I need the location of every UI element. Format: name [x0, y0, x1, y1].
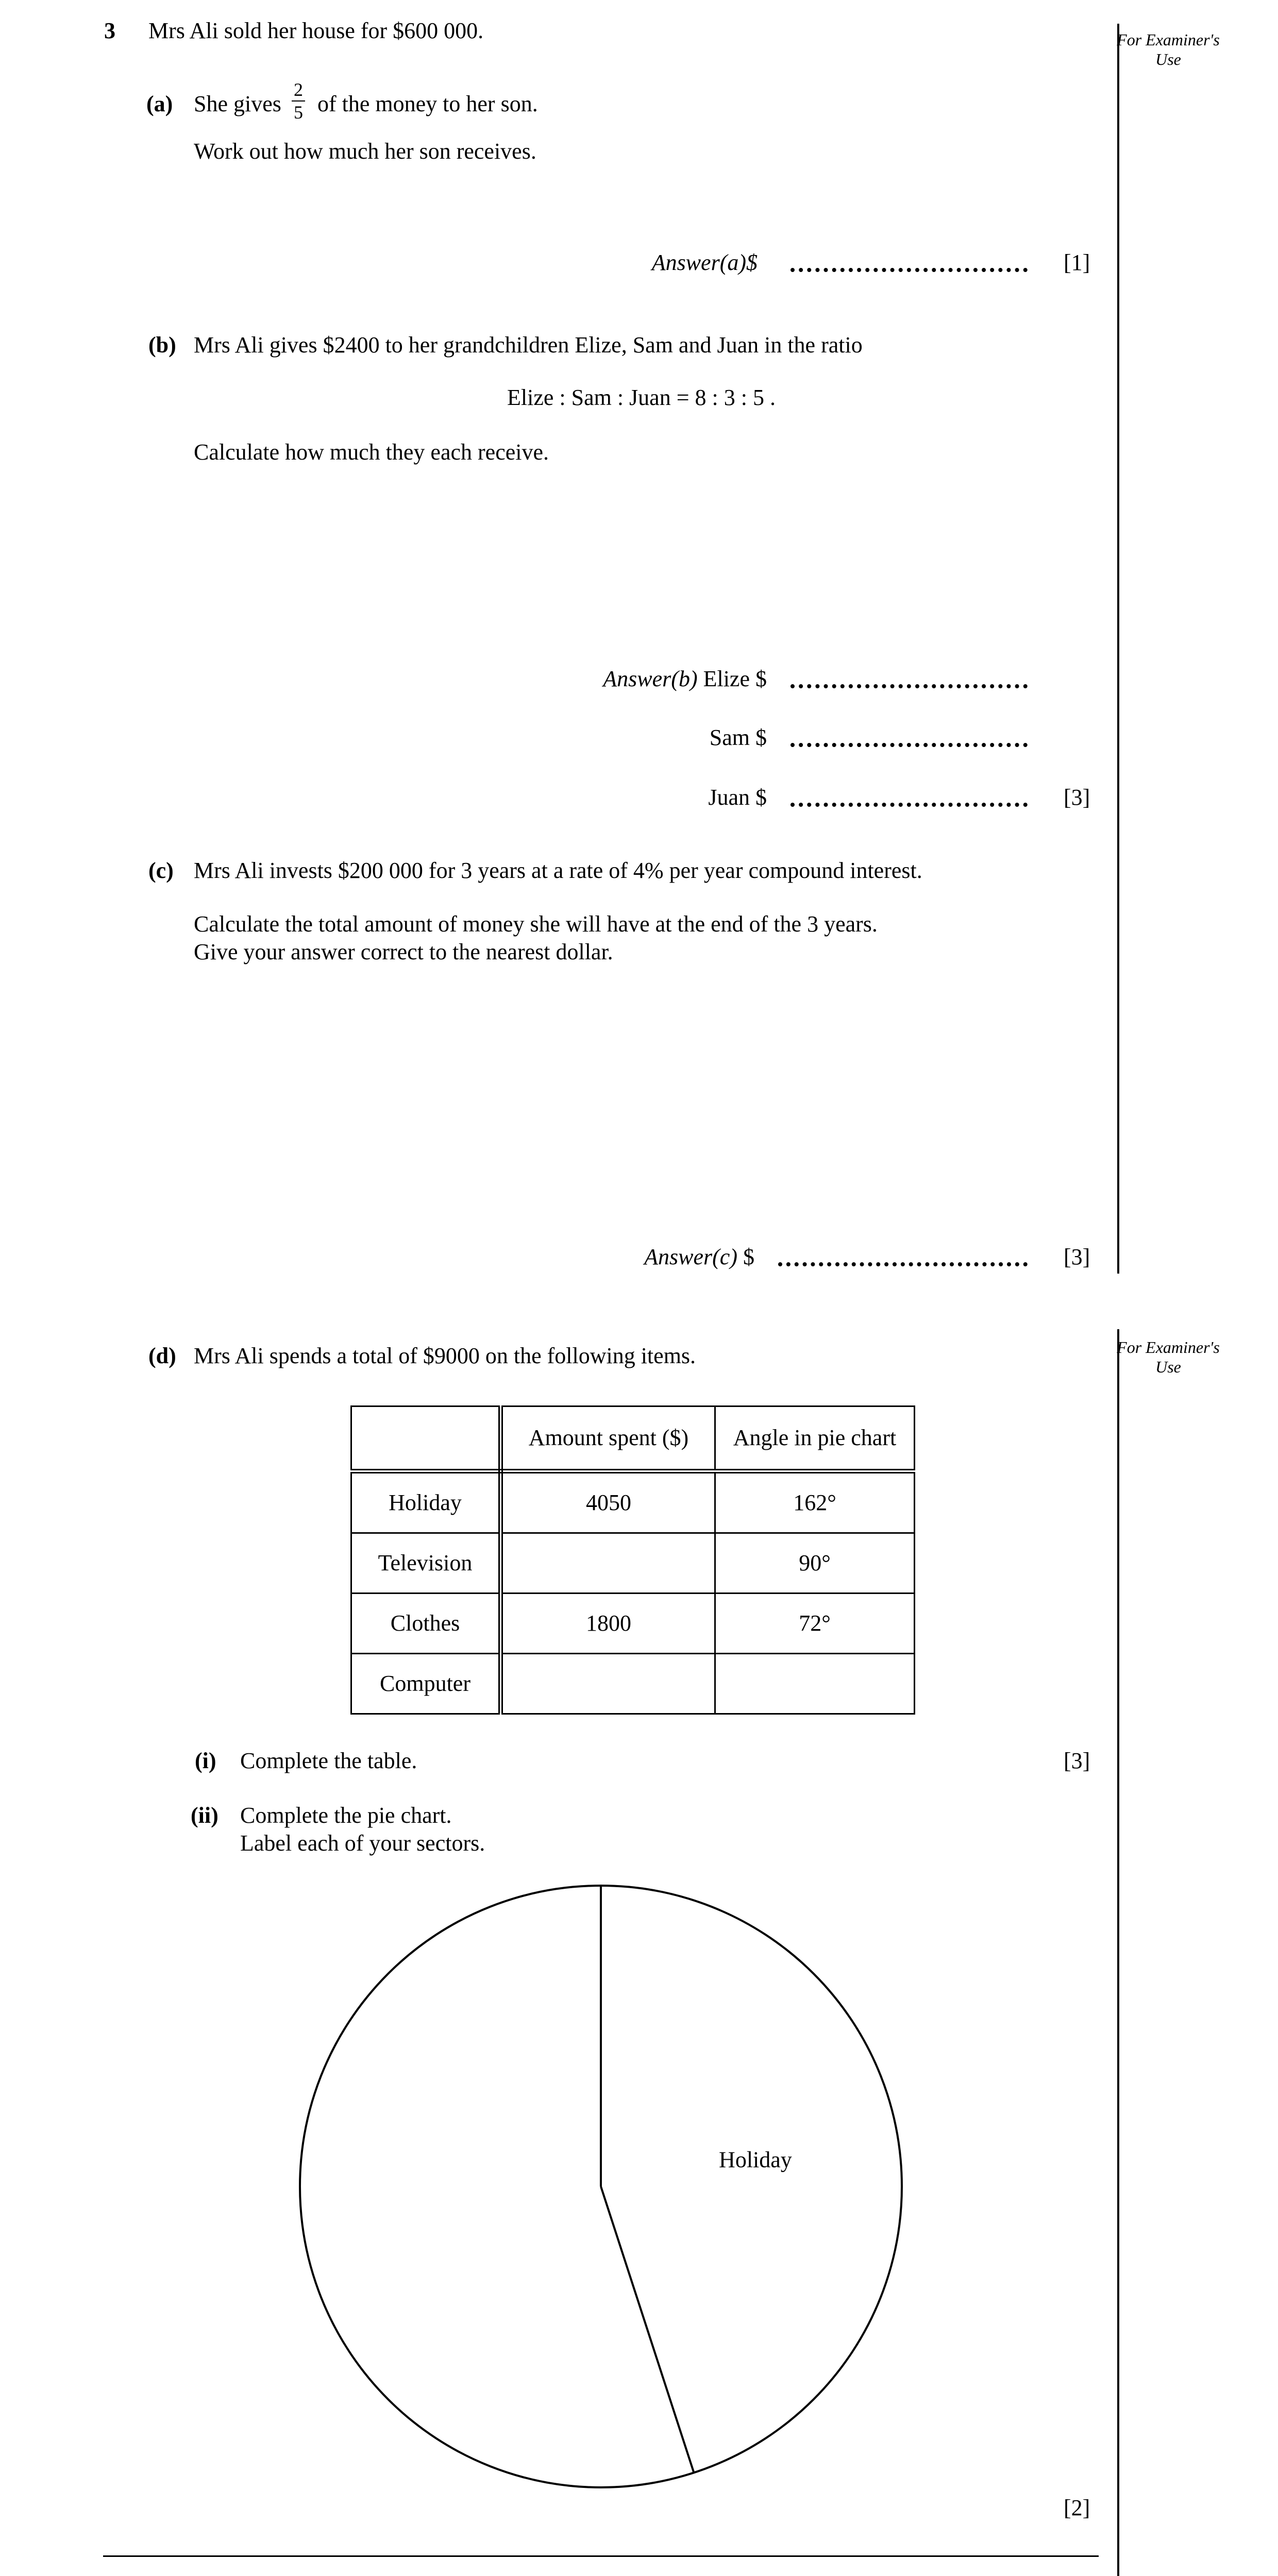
- pie-radius: [601, 2187, 694, 2472]
- fraction-bar: [292, 100, 305, 101]
- part-a-text-after: of the money to her son.: [317, 91, 538, 116]
- table-cell-angle[interactable]: [715, 1654, 915, 1714]
- part-c-label: (c): [148, 858, 174, 883]
- spending-table: [350, 1405, 915, 1715]
- answer-a-label: Answer(a)$: [651, 250, 758, 275]
- examiner-column-rule-top: [1117, 24, 1119, 1274]
- table-cell-item: Television: [351, 1533, 501, 1594]
- pie-chart[interactable]: [0, 1865, 1278, 2545]
- part-d-ii-line2: Label each of your sectors.: [240, 1831, 485, 1856]
- part-b-line2: Calculate how much they each receive.: [194, 439, 549, 465]
- answer-c-prefix: Answer(c): [644, 1244, 737, 1269]
- part-a-label: (a): [146, 91, 173, 116]
- fraction-numerator: 2: [294, 79, 303, 100]
- part-b-label: (b): [148, 332, 176, 358]
- table-cell-amount[interactable]: [501, 1654, 715, 1714]
- part-c-line2: Calculate the total amount of money she will have at the end of the 3 years.: [194, 911, 878, 937]
- part-a-fraction: [292, 79, 305, 123]
- examiner-use-label-top: For Examiner's Use: [1117, 30, 1220, 69]
- part-d-ii-line1: Complete the pie chart.: [240, 1803, 452, 1828]
- table-cell-angle: 162°: [715, 1471, 915, 1533]
- part-d-i-label: (i): [195, 1748, 216, 1773]
- table-cell-angle: 90°: [715, 1533, 915, 1594]
- part-a-instruction: Work out how much her son receives.: [194, 139, 536, 164]
- table-row: [351, 1594, 915, 1654]
- part-d-ii-label: (ii): [191, 1803, 218, 1828]
- answer-b-sam-line[interactable]: [791, 743, 1028, 747]
- page-bottom-rule: [103, 2555, 1099, 2557]
- answer-c-currency: $: [743, 1244, 754, 1269]
- part-a-marks: [1]: [1064, 250, 1090, 275]
- table-cell-item: Computer: [351, 1654, 501, 1714]
- answer-b-prefix: Answer(b): [603, 666, 698, 691]
- part-b-marks: [3]: [1064, 785, 1090, 810]
- table-header-row: [351, 1406, 915, 1471]
- table-cell-item: Clothes: [351, 1594, 501, 1654]
- fraction-denominator: 5: [294, 102, 303, 123]
- part-c-line1: Mrs Ali invests $200 000 for 3 years at a rate of 4% per year compound interest.: [194, 858, 922, 883]
- examiner-use-label-bottom: For Examiner's Use: [1117, 1338, 1220, 1376]
- answer-b-juan-line[interactable]: [791, 803, 1028, 807]
- answer-b-juan-label: Juan $: [708, 785, 767, 810]
- table-cell-angle: 72°: [715, 1594, 915, 1654]
- part-d-label: (d): [148, 1343, 176, 1368]
- answer-b-elize-name: Elize $: [703, 666, 767, 691]
- part-b-line1: Mrs Ali gives $2400 to her grandchildren Elize, Sam and Juan in the ratio: [194, 332, 863, 358]
- part-c-line3: Give your answer correct to the nearest dollar.: [194, 939, 613, 964]
- answer-c-label: [515, 1244, 754, 1271]
- table-cell-item: Holiday: [351, 1471, 501, 1533]
- question-intro: Mrs Ali sold her house for $600 000.: [148, 18, 484, 43]
- table-header-cell: [351, 1406, 501, 1471]
- table-header-cell: Angle in pie chart: [715, 1406, 915, 1471]
- table-row: [351, 1471, 915, 1533]
- part-d-i-marks: [3]: [1064, 1748, 1090, 1773]
- part-b-ratio: Elize : Sam : Juan = 8 : 3 : 5 .: [507, 385, 776, 410]
- part-d-i-text: Complete the table.: [240, 1748, 417, 1773]
- table-cell-amount: 4050: [501, 1471, 715, 1533]
- answer-b-sam-label: Sam $: [709, 725, 767, 750]
- answer-c-line[interactable]: [778, 1262, 1028, 1266]
- answer-a-line[interactable]: [791, 268, 1028, 272]
- question-number: 3: [104, 18, 115, 43]
- pie-slice-label: Holiday: [719, 2147, 792, 2173]
- table-row: [351, 1654, 915, 1714]
- answer-b-elize-label: [464, 666, 767, 693]
- table-cell-amount: 1800: [501, 1594, 715, 1654]
- part-d-line1: Mrs Ali spends a total of $9000 on the following items.: [194, 1343, 696, 1368]
- table-cell-amount[interactable]: [501, 1533, 715, 1594]
- part-a-text-before: She gives: [194, 91, 281, 116]
- part-c-marks: [3]: [1064, 1244, 1090, 1269]
- answer-b-elize-line[interactable]: [791, 684, 1028, 688]
- table-row: [351, 1533, 915, 1594]
- table-header-cell: Amount spent ($): [501, 1406, 715, 1471]
- part-d-ii-marks: [2]: [1064, 2495, 1090, 2520]
